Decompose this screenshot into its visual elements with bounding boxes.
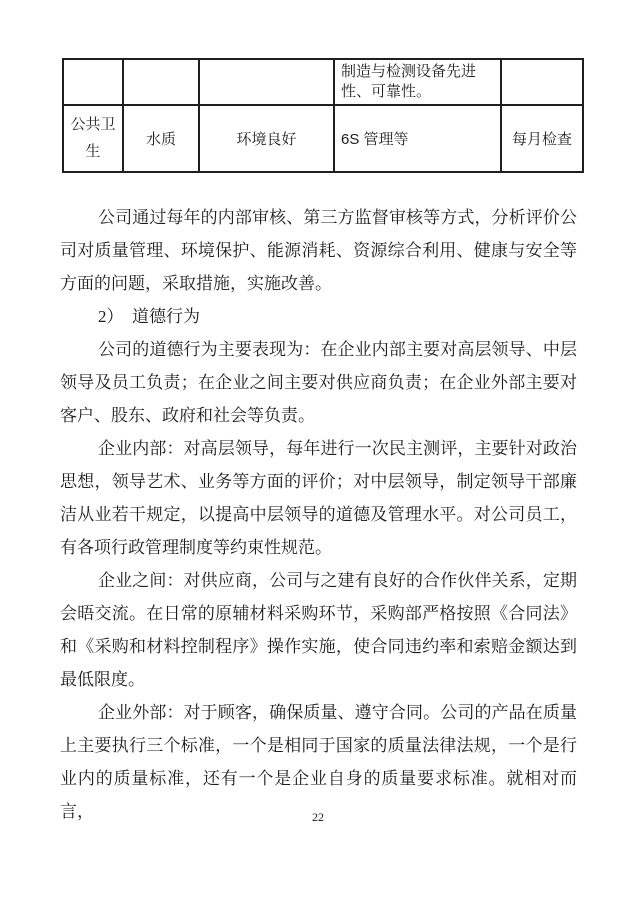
paragraph-audit-improvement: 公司通过每年的内部审核、第三方监督审核等方式，分析评价公司对质量管理、环境保护、能源消耗、资源综合利用、健康与安全等方面的问题，采取措施，实施改善。: [60, 208, 577, 293]
table-cell-target: 环境良好: [199, 105, 334, 172]
paragraph-between-enterprises: 企业之间：对供应商，公司与之建有良好的合作伙伴关系，定期会晤交流。在日常的原辅材料采购环节，采购部严格按照《合同法》和《采购和材料控制程序》操作实施，使合同违约率和索赔金额达到最低限度。: [60, 571, 577, 689]
table-cell-equipment-note: 制造与检测设备先进性、可靠性。: [334, 59, 501, 105]
table-row-continuation: [63, 59, 583, 105]
table-cell-measure: 6S 管理等: [334, 105, 501, 172]
table-cell-category: 公共卫生: [63, 105, 123, 172]
page-number: 22: [312, 810, 324, 824]
table-cell-item: 水质: [123, 105, 199, 172]
table-cell: [123, 59, 199, 105]
body-text: [60, 201, 577, 828]
paragraph-external: 企业外部：对于顾客，确保质量、遵守合同。公司的产品在质量上主要执行三个标准，一个是相同于国家的质量法律法规，一个是行业内的质量标准，还有一个是企业自身的质量要求标准。就相对而言，: [60, 703, 577, 821]
table-cell: [199, 59, 334, 105]
paragraph-ethics-overview: 公司的道德行为主要表现为：在企业内部主要对高层领导、中层领导及员工负责；在企业之间主要对供应商负责；在企业外部主要对客户、股东、政府和社会等负责。: [60, 340, 577, 425]
table-cell: [501, 59, 583, 105]
paragraph-internal: 企业内部：对高层领导，每年进行一次民主测评，主要针对政治思想，领导艺术、业务等方面的评价；对中层领导，制定领导干部廉洁从业若干规定，以提高中层领导的道德及管理水平。对公司员工，有各项行政管理制度等约束性规范。: [60, 439, 577, 557]
table-cell: [63, 59, 123, 105]
heading-ethical-behavior: 2） 道德行为: [98, 307, 200, 326]
evaluation-table: [62, 58, 584, 173]
table-cell-frequency: 每月检查: [501, 105, 583, 172]
table-row-public-hygiene: [63, 105, 583, 172]
